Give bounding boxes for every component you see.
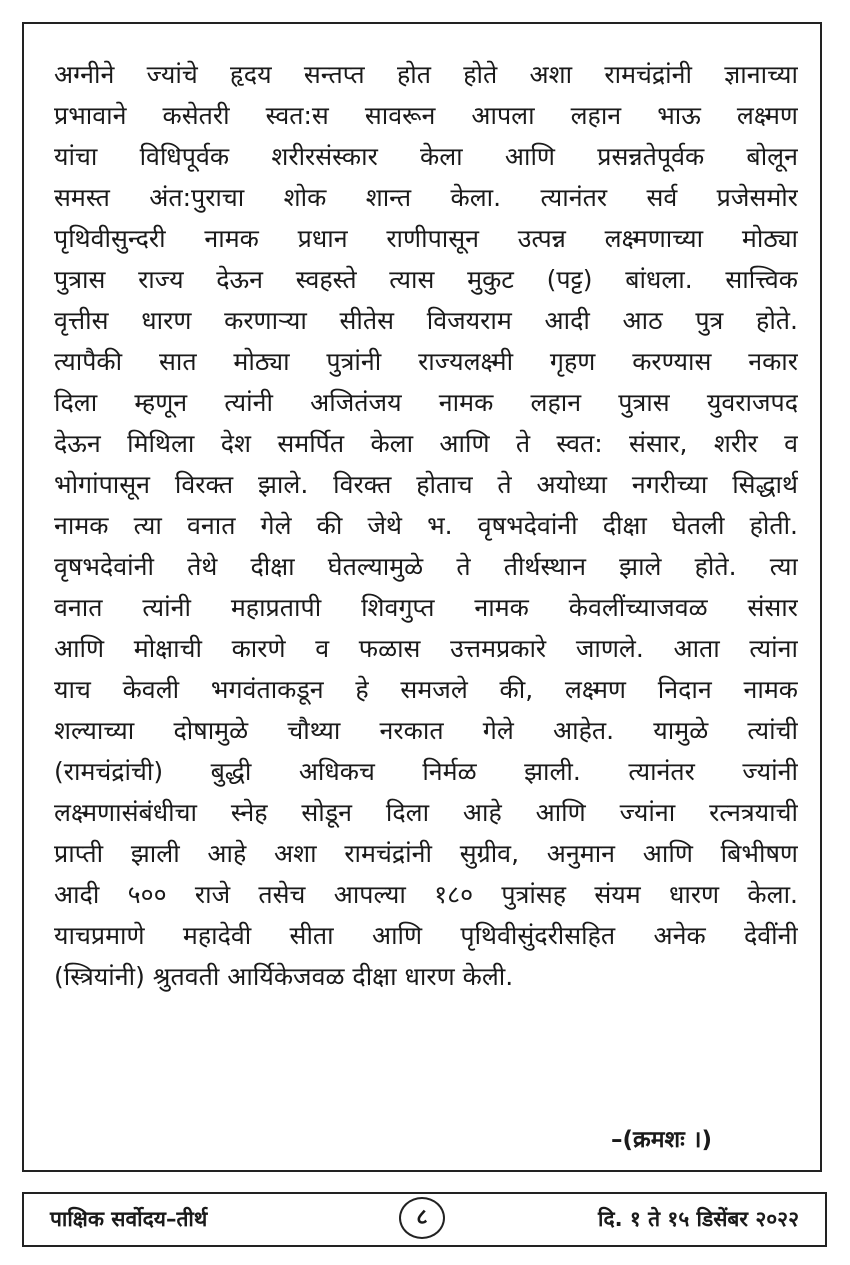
text-line: लक्ष्मणासंबंधीचा स्नेह सोडून दिला आहे आणि ज्यांना रत्नत्रयाची: [54, 798, 798, 827]
text-line: आदी ५०० राजे तसेच आपल्या १८० पुत्रांसह संयम धारण केला.: [54, 880, 798, 909]
text-line: याचप्रमाणे महादेवी सीता आणि पृथिवीसुंदरीसहित अनेक देवींनी: [54, 921, 798, 950]
article-box: [22, 22, 822, 1172]
text-line-last: (स्त्रियांनी) श्रुतवती आर्यिकेजवळ दीक्षा धारण केली.: [54, 962, 514, 991]
issue-date: दि. १ ते १५ डिसेंबर २०२२: [598, 1207, 799, 1231]
text-line: वृत्तीस धारण करणाऱ्या सीतेस विजयराम आदी आठ पुत्र होते.: [54, 306, 798, 335]
text-line: अग्नीने ज्यांचे हृदय सन्तप्त होत होते अशा रामचंद्रांनी ज्ञानाच्या: [54, 60, 798, 89]
page-footer: [22, 1192, 827, 1247]
text-line: भोगांपासून विरक्त झाले. विरक्त होताच ते अयोध्या नगरीच्या सिद्धार्थ: [54, 470, 798, 499]
text-line: पुत्रास राज्य देऊन स्वहस्ते त्यास मुकुट (पट्ट) बांधला. सात्त्विक: [54, 265, 798, 294]
text-line: दिला म्हणून त्यांनी अजितंजय नामक लहान पुत्रास युवराजपद: [54, 388, 798, 417]
text-line: त्यापैकी सात मोठ्या पुत्रांनी राज्यलक्ष्मी गृहण करण्यास नकार: [54, 347, 798, 376]
text-line: प्रभावाने कसेतरी स्वत:स सावरून आपला लहान भाऊ लक्ष्मण: [54, 101, 798, 130]
text-line: शल्याच्या दोषामुळे चौथ्या नरकात गेले आहेत. यामुळे त्यांची: [54, 716, 798, 745]
text-line: (रामचंद्रांची) बुद्धी अधिकच निर्मळ झाली. त्यानंतर ज्यांनी: [54, 757, 798, 786]
page-number: ८: [399, 1197, 445, 1239]
text-line: देऊन मिथिला देश समर्पित केला आणि ते स्वत: संसार, शरीर व: [54, 429, 798, 458]
text-line: समस्त अंत:पुराचा शोक शान्त केला. त्यानंतर सर्व प्रजेसमोर: [54, 183, 798, 212]
text-line: पृथिवीसुन्दरी नामक प्रधान राणीपासून उत्पन्न लक्ष्मणाच्या मोठ्या: [54, 224, 798, 253]
publication-name: पाक्षिक सर्वोदय–तीर्थ: [50, 1207, 208, 1231]
text-line: नामक त्या वनात गेले की जेथे भ. वृषभदेवांनी दीक्षा घेतली होती.: [54, 511, 798, 540]
text-line: यांचा विधिपूर्वक शरीरसंस्कार केला आणि प्रसन्नतेपूर्वक बोलून: [54, 142, 798, 171]
text-line: आणि मोक्षाची कारणे व फळास उत्तमप्रकारे जाणले. आता त्यांना: [54, 634, 798, 663]
text-line: वृषभदेवांनी तेथे दीक्षा घेतल्यामुळे ते तीर्थस्थान झाले होते. त्या: [54, 552, 798, 581]
continued-marker: –(क्रमशः ।): [611, 1127, 712, 1153]
text-line: वनात त्यांनी महाप्रतापी शिवगुप्त नामक केवलींच्याजवळ संसार: [54, 593, 798, 622]
text-line: याच केवली भगवंताकडून हे समजले की, लक्ष्मण निदान नामक: [54, 675, 798, 704]
article-body: [54, 54, 798, 997]
text-line: प्राप्ती झाली आहे अशा रामचंद्रांनी सुग्रीव, अनुमान आणि बिभीषण: [54, 839, 798, 868]
